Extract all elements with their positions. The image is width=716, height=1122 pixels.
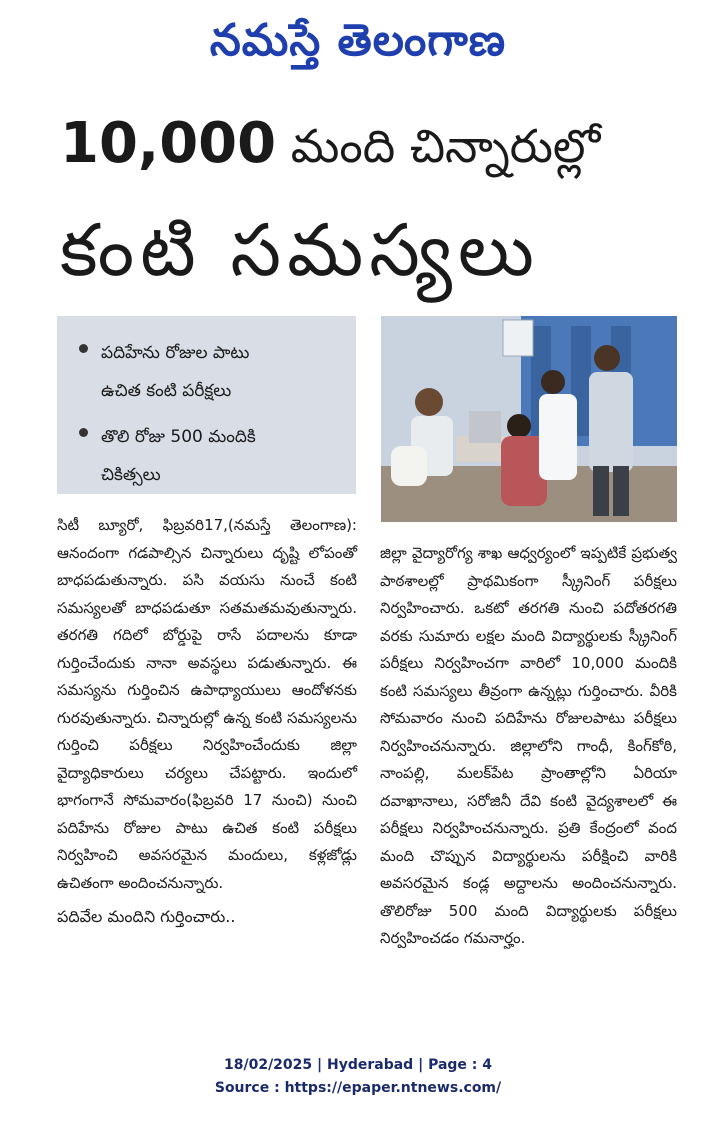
bullet-icon — [79, 344, 88, 353]
article-subheading: పదివేల మందిని గుర్తించారు.. — [57, 907, 236, 926]
highlight-text-line: తొలి రోజు 500 మందికి — [101, 427, 256, 447]
headline-line-2: కంటి సమస్యలు — [60, 208, 540, 292]
eye-checkup-photo-illustration — [381, 316, 677, 522]
headline-line-1-text: మంది చిన్నారుల్లో — [290, 119, 601, 173]
footer-dateline: 18/02/2025 | Hyderabad | Page : 4 — [223, 1057, 493, 1073]
article-paragraph: జిల్లా వైద్యారోగ్య శాఖ ఆధ్వర్యంలో ఇప్పటికే ప్రభుత్వ పాఠశాలల్లో ప్రాథమికంగా స్క్రీనింగ్ పరీక్షలు నిర్వహించారు. ఒకటో తరగతి నుంచి పదోతరగతి వరకు సుమారు లక్షల మంది విద్యార్థులకు స్క్రీనింగ్ పరీక్షలు నిర్వహించగా వారిలో 10,000 మందికి కంటి సమస్యలు తీవ్రంగా ఉన్నట్లు గుర్తించారు. వీరికి సోమవారం నుంచి పదిహేను రోజులపాటు పరీక్షలు నిర్వహించనున్నారు. జిల్లాలోని గాంధీ, కింగ్‌కోఠి, నాంపల్లి, మలక్‌పేట ప్రాంతాల్లోని ఏరియా దవాఖానాలు, సరోజినీ దేవి కంటి వైద్యశాలలో ఈ పరీక్షలు నిర్వహించనున్నారు. ప్రతి కేంద్రంలో వంద మంది చొప్పున విద్యార్థులను పరీక్షించి వారికి అవసరమైన కండ్ల అద్దాలను అందించనున్నారు. తొలిరోజు 500 మంది విద్యార్థులకు పరీక్షలు నిర్వహించడం గమనార్హం. — [380, 544, 677, 947]
news-photo — [381, 316, 677, 522]
highlights-box — [57, 316, 356, 494]
article-paragraph: సిటీ బ్యూరో, ఫిబ్రవరి17,(నమస్తే తెలంగాణ): ఆనందంగా గడపాల్సిన చిన్నారులు దృష్టి లోపంతో బాధపడుతున్నారు. పసి వయసు నుంచే కంటి సమస్యలతో బాధపడుతూ సతమతమవుతున్నారు. తరగతి గదిలో బోర్డుపై రాసే పదాలను కూడా గుర్తించేందుకు నానా అవస్థలు పడుతున్నారు. ఈ సమస్యను గుర్తించిన ఉపాధ్యాయులు ఆందోళనకు గురవుతున్నారు. చిన్నారుల్లో ఉన్న కంటి సమస్యలను గుర్తించి పరీక్షలు నిర్వహించేందుకు జిల్లా వైద్యాధికారులు చర్యలు చేపట్టారు. ఇందులో భాగంగానే సోమవారం(ఫిబ్రవరి 17 నుంచి) నుంచి పదిహేను రోజుల పాటు ఉచిత కంటి పరీక్షలు నిర్వహించి అవసరమైన మందులు, కళ్లజోడ్లు ఉచితంగా అందించనున్నారు. — [57, 516, 357, 892]
highlight-text-line: ఉచిత కంటి పరీక్షలు — [101, 381, 232, 401]
article-column-right — [380, 540, 677, 953]
headline-number: 10,000 — [60, 111, 277, 176]
highlight-item — [79, 334, 356, 410]
highlight-text-line: చికిత్సలు — [101, 465, 161, 485]
headline-line-1 — [60, 106, 680, 184]
masthead: నమస్తే తెలంగాణ — [209, 15, 507, 66]
highlight-text-line: పదిహేను రోజుల పాటు — [101, 343, 250, 363]
bullet-icon — [79, 428, 88, 437]
highlight-item — [79, 418, 356, 494]
article-column-left — [57, 512, 357, 931]
footer-source: Source : https://epaper.ntnews.com/ — [214, 1080, 502, 1096]
